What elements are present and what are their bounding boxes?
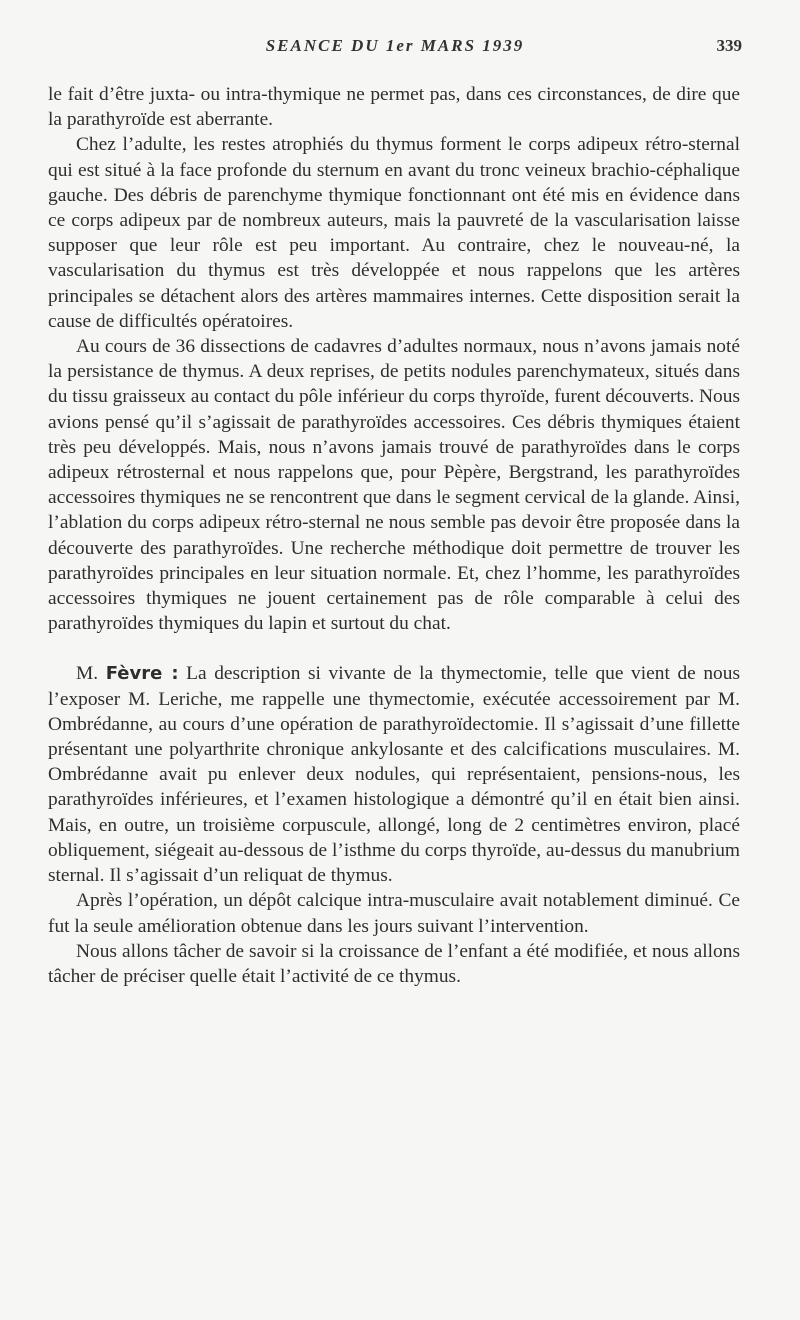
paragraph-conclusion: Nous allons tâcher de savoir si la croissance de l’enfant a été modifiée, et nous allons tâcher de préciser quelle était l’activité de ce thymus. — [48, 940, 740, 987]
paragraph-adult-thymus: Chez l’adulte, les restes atrophiés du thymus forment le corps adipeux rétro-sternal qui est situé à la face profonde du sternum en avant du tronc veineux brachio-céphalique gauche. Des débris de parenchyme thymique fonctionnant ont été mis en évidence dans ce corps adipeux par de nombreux auteurs, mais la pauvreté de la vascularisation laisse supposer que leur rôle est peu important. Au contraire, chez le nouveau-né, la vascularisation du thymus est très développée et nous rappelons que les artères principales se détachent alors des artères mammaires internes. Cette disposition serait la cause de difficultés opératoires. — [48, 134, 740, 332]
page-number: 339 — [716, 36, 742, 55]
article-body — [48, 82, 740, 989]
speaker-text: La description si vivante de la thymectomie, telle que vient de nous l’exposer M. Leriche, me rappelle une thymectomie, exécutée accessoirement par M. Ombrédanne, au cours d’une opération de parathyroïdectomie. Il s’agissait d’une fillette présentant une polyarthrite chronique ankylosante et des calcifications musculaires. M. Ombrédanne avait pu enlever deux nodules, qui représentaient, pensions-nous, les parathyroïdes inférieures, et l’examen histologique a démontré qu’il en était bien ainsi. Mais, en outre, un troisième corpuscule, allongé, long de 2 centimètres environ, placé obliquement, siégeait au-dessous de l’isthme du corps thyroïde, au-dessus du manubrium sternal. Il s’agissait d’un reliquat de thymus. — [48, 663, 740, 887]
running-title: SEANCE DU 1er MARS 1939 — [265, 36, 525, 55]
speaker-name: Fèvre : — [105, 663, 179, 685]
paragraph-dissections: Au cours de 36 dissections de cadavres d’adultes normaux, nous n’avons jamais noté la persistance de thymus. A deux reprises, de petits nodules parenchymateux, situés dans du tissu graisseux au contact du pôle inférieur du corps thyroïde, furent découverts. Nous avions pensé qu’il s’agissait de parathyroïdes accessoires. Ces débris thymiques étaient très peu développés. Mais, nous n’avons jamais trouvé de parathyroïdes dans le corps adipeux rétrosternal et nous rappelons que, pour Pèpère, Bergstrand, les parathyroïdes accessoires thymiques ne se rencontrent que dans le segment cervical de la glande. Ainsi, l’ablation du corps adipeux rétro-sternal ne nous semble pas devoir être proposée dans la découverte des parathyroïdes. Une recherche méthodique doit permettre de trouver les parathyroïdes principales en leur situation normale. Et, chez l’homme, les parathyroïdes accessoires thymiques ne jouent certainement pas de rôle comparable à celui des parathyroïdes thymiques du lapin et surtout du chat. — [48, 336, 740, 635]
running-head — [48, 36, 742, 60]
paragraph-fevre-intervention — [48, 661, 740, 888]
paragraph-after-operation: Après l’opération, un dépôt calcique intra-musculaire avait notablement diminué. Ce fut la seule amélioration obtenue dans les jours suivant l’intervention. — [48, 890, 740, 937]
speaker-prefix: M. — [76, 663, 99, 685]
paragraph-continuation: le fait d’être juxta- ou intra-thymique ne permet pas, dans ces circonstances, de dire que la parathyroïde est aberrante. — [48, 84, 740, 131]
